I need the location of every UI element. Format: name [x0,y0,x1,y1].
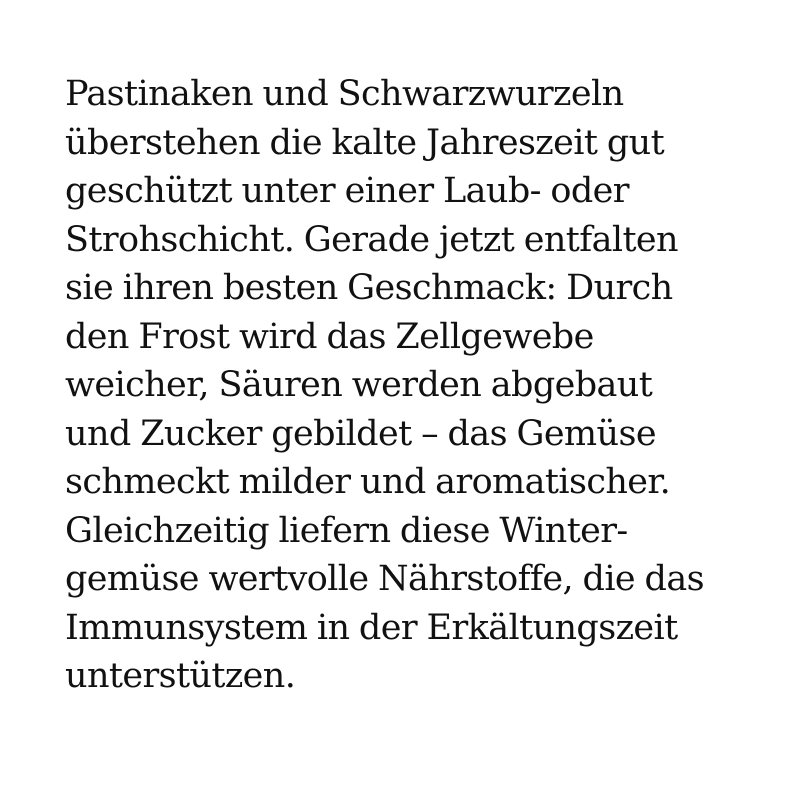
paragraph-line: überstehen die kalte Jahreszeit gut [65,122,665,163]
paragraph-line: Immunsystem in der Erkältungszeit [65,607,678,648]
paragraph-line: gemüse wertvolle Nährstoffe, die das [65,559,704,599]
paragraph-line: Gleichzeitig liefern diese Winter- [65,510,628,551]
body-paragraph [65,70,785,701]
paragraph-line: und Zucker gebildet – das Gemüse [65,413,656,454]
paragraph-line: Pastinaken und Schwarzwurzeln [65,74,624,114]
paragraph-line: schmeckt milder und aromatischer. [65,462,671,502]
paragraph-line: den Frost wird das Zellgewebe [65,316,594,357]
paragraph-line: sie ihren besten Geschmack: Durch [65,268,673,308]
paragraph-line: Strohschicht. Gerade jetzt entfalten [65,219,678,260]
paragraph-line: geschützt unter einer Laub- oder [65,171,629,211]
paragraph-line: weicher, Säuren werden abgebaut [65,365,653,405]
paragraph-line: unterstützen. [65,656,296,696]
